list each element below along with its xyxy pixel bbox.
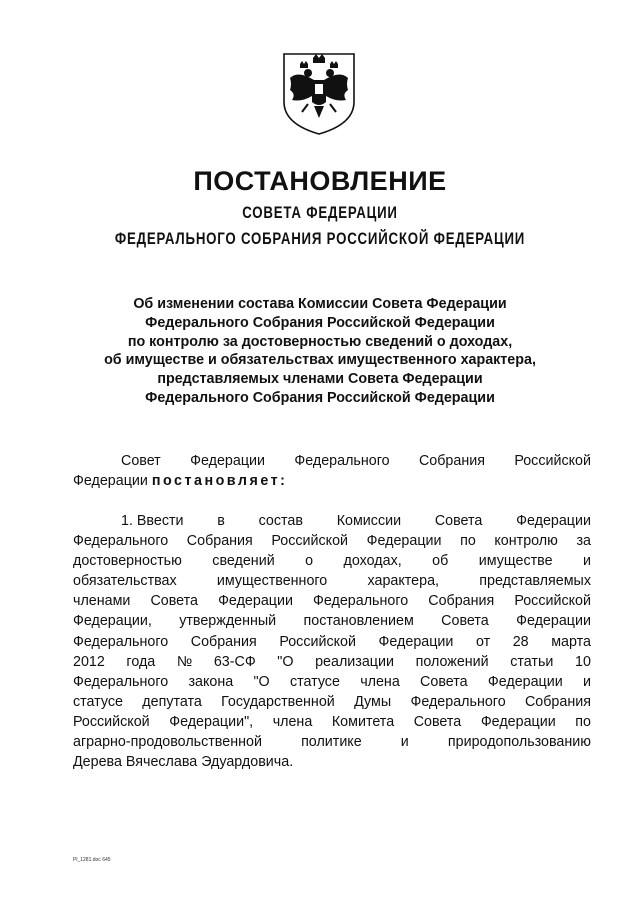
word: утвержденный xyxy=(179,613,277,630)
word: реализации xyxy=(315,653,394,670)
word: Федерального xyxy=(73,673,169,690)
heading-line: Федерального Собрания Российской Федерации xyxy=(145,314,495,331)
resolution-heading xyxy=(90,295,550,408)
item-1-line xyxy=(73,712,591,732)
word: Федерального xyxy=(313,593,409,610)
word: аграрно-продовольственной xyxy=(73,734,262,751)
word: состав xyxy=(258,513,303,529)
word: 10 xyxy=(575,653,591,670)
preamble-paragraph xyxy=(73,451,591,491)
word: Собрания xyxy=(186,533,253,550)
word: закона xyxy=(188,673,234,690)
word: Федерального xyxy=(73,533,169,550)
word: члена xyxy=(272,713,313,730)
word: достоверностью xyxy=(73,553,182,570)
word: Федерального xyxy=(410,693,506,710)
word: 28 xyxy=(512,633,529,650)
word: 63-СФ xyxy=(213,653,256,670)
word: по xyxy=(575,713,591,730)
word: по xyxy=(460,533,476,550)
word: членами xyxy=(73,593,131,610)
item-1-line xyxy=(73,652,591,672)
word: 2012 xyxy=(73,653,105,670)
word: Российской xyxy=(279,633,356,650)
word: доходах, xyxy=(343,553,402,570)
word: Совет xyxy=(121,453,161,469)
item-1-line xyxy=(73,531,591,551)
word: в xyxy=(217,513,225,529)
word: сведений xyxy=(212,553,275,570)
word: обязательствах xyxy=(73,573,177,590)
operative-word: постановляет: xyxy=(151,473,288,490)
word: о xyxy=(305,553,314,570)
word: Российской xyxy=(514,453,591,469)
word: "О xyxy=(277,653,294,670)
document-title: ПОСТАНОВЛЕНИЕ xyxy=(193,166,447,196)
word: имущественного xyxy=(216,573,328,590)
word: года xyxy=(126,653,156,670)
word: Федерации xyxy=(480,713,556,730)
word: депутата xyxy=(142,693,202,710)
word: Собрания xyxy=(524,693,591,710)
word: № xyxy=(176,653,193,670)
word: Федерации xyxy=(218,593,293,610)
heading-line: по контролю за достоверностью сведений о доходах, xyxy=(127,333,513,350)
item-1-line xyxy=(73,611,591,631)
word: Государственной xyxy=(221,693,335,710)
word: Федерации xyxy=(73,473,148,490)
russian-coat-of-arms-icon xyxy=(278,50,360,136)
word: Собрания xyxy=(428,593,495,610)
word: и xyxy=(400,734,409,751)
item-1-line xyxy=(73,672,591,692)
word: 1. Ввести xyxy=(121,513,184,529)
word: Федерации", xyxy=(169,713,254,730)
word: политике xyxy=(301,734,362,751)
word: Федерации xyxy=(487,673,563,690)
word: Российской xyxy=(271,533,349,550)
heading-line: об имуществе и обязательствах имущественного характера, xyxy=(104,352,536,369)
word: члена xyxy=(360,673,400,690)
word: Федерации, xyxy=(73,613,152,630)
heading-line: Об изменении состава Комиссии Совета Федерации xyxy=(133,296,507,312)
item-1-paragraph xyxy=(73,511,591,772)
word: Федерации xyxy=(366,533,442,550)
item-1-line xyxy=(73,732,591,752)
item-1-line xyxy=(73,591,591,611)
word: характера, xyxy=(367,573,439,590)
word: природопользованию xyxy=(447,734,591,751)
word: и xyxy=(582,673,591,690)
item-1-line xyxy=(73,571,591,591)
word: Совета xyxy=(434,513,483,529)
word: представляемых xyxy=(479,573,591,590)
word: Российской xyxy=(514,593,591,610)
word: марта xyxy=(551,633,591,650)
word: Собрания xyxy=(190,633,257,650)
word: статусе xyxy=(289,673,340,690)
item-1-lines xyxy=(73,511,591,752)
item-1-line xyxy=(73,692,591,712)
heading-line: Федерального Собрания Российской Федерации xyxy=(145,389,495,406)
word: Совета xyxy=(420,673,468,690)
word: положений xyxy=(415,653,489,670)
word: об xyxy=(432,553,449,570)
word: Комитета xyxy=(331,713,395,730)
preamble-line xyxy=(73,471,591,491)
word: постановлением xyxy=(303,613,414,630)
word: Федерации xyxy=(516,513,591,529)
document-code: Pl_1281.doc 645 xyxy=(73,857,111,863)
word: контролю xyxy=(494,533,558,550)
word: Совета xyxy=(150,593,198,610)
word: Совета xyxy=(413,713,462,730)
preamble-line xyxy=(73,451,591,471)
item-1-last-line: Дерева Вячеслава Эдуардовича. xyxy=(73,754,294,771)
word: Федерального xyxy=(73,633,169,650)
issuer-line-1: СОВЕТА ФЕДЕРАЦИИ xyxy=(242,203,398,222)
item-1-line xyxy=(73,551,591,571)
word: Комиссии xyxy=(336,513,402,529)
word: Думы xyxy=(354,693,392,710)
word: и xyxy=(582,553,591,570)
word: "О xyxy=(253,673,270,690)
word: Федерации xyxy=(378,633,454,650)
coat-of-arms-emblem xyxy=(278,50,360,136)
word: Федерального xyxy=(294,453,390,469)
item-1-line xyxy=(73,511,591,531)
word: Совета xyxy=(441,613,489,630)
word: Федерации xyxy=(190,453,265,469)
word: имуществе xyxy=(478,553,553,570)
word: статьи xyxy=(510,653,554,670)
issuer-line-2: ФЕДЕРАЛЬНОГО СОБРАНИЯ РОССИЙСКОЙ ФЕДЕРАЦИИ xyxy=(114,229,526,248)
word: за xyxy=(576,533,591,550)
word: Российской xyxy=(73,713,150,730)
word: от xyxy=(475,633,491,650)
word: статусе xyxy=(73,693,123,710)
item-1-line xyxy=(73,632,591,652)
heading-line: представляемых членами Совета Федерации xyxy=(157,371,483,388)
word: Федерации xyxy=(516,613,591,630)
word: Собрания xyxy=(418,453,485,469)
